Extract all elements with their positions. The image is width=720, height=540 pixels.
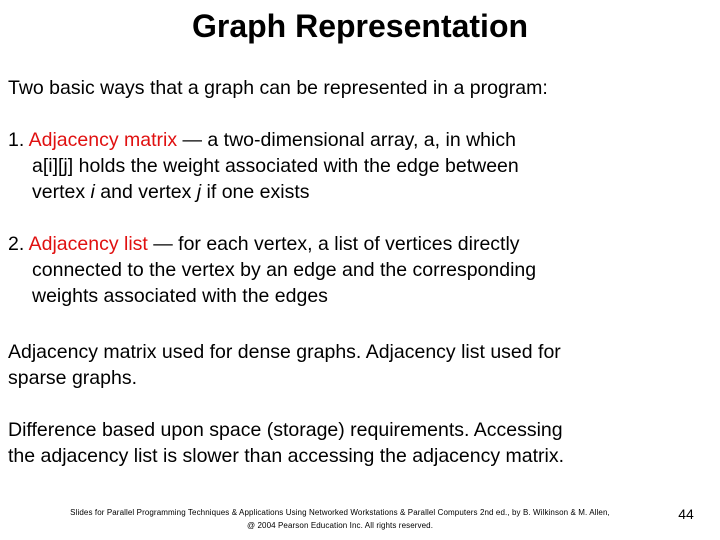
difference-line2: the adjacency list is slower than accessing the adjacency matrix. (8, 445, 565, 467)
intro-text: Two basic ways that a graph can be represented in a program: (8, 77, 548, 99)
list-item-adjacency-matrix (8, 127, 708, 205)
code-array-element: a[i][j] (32, 155, 74, 177)
item2-line1 (8, 231, 708, 257)
footer-credit-line1: Slides for Parallel Programming Techniques & Applications Using Networked Workstations & Parallel Computers 2nd ed., by B. Wilkinson & M. Allen, (70, 508, 610, 517)
item1-line1-text: — a two-dimensional array, a, in which (177, 129, 516, 151)
usage-line2: sparse graphs. (8, 367, 137, 389)
var-j: j (196, 181, 202, 203)
item2-line3: weights associated with the edges (32, 285, 328, 307)
difference-line1: Difference based upon space (storage) requirements. Accessing (8, 419, 563, 441)
footer-credit-line2: @ 2004 Pearson Education Inc. All rights reserved. (246, 521, 434, 530)
item2-line1-text: — for each vertex, a list of vertices directly (147, 233, 520, 255)
slide-title: Graph Representation (191, 8, 529, 44)
term-adjacency-matrix: Adjacency matrix (28, 129, 178, 151)
item2-number: 2. (8, 233, 25, 255)
item1-number: 1. (8, 129, 25, 151)
usage-line1: Adjacency matrix used for dense graphs. Adjacency list used for (8, 341, 561, 363)
item2-line2: connected to the vertex by an edge and the corresponding (32, 259, 537, 281)
var-i: i (90, 181, 95, 203)
item1-line2 (8, 153, 708, 179)
item1-line3-pre: vertex (32, 181, 91, 203)
item1-line1 (8, 127, 708, 153)
difference-paragraph (8, 417, 708, 469)
item1-line3 (8, 179, 708, 205)
term-adjacency-list: Adjacency list (28, 233, 148, 255)
footer-credit (20, 506, 660, 532)
usage-paragraph (8, 339, 708, 391)
item1-line3-post: if one exists (201, 181, 310, 203)
page-number: 44 (678, 506, 694, 522)
list-item-adjacency-list (8, 231, 708, 309)
item1-line3-mid: and vertex (94, 181, 197, 203)
item1-line2-text: holds the weight associated with the edge between (73, 155, 519, 177)
